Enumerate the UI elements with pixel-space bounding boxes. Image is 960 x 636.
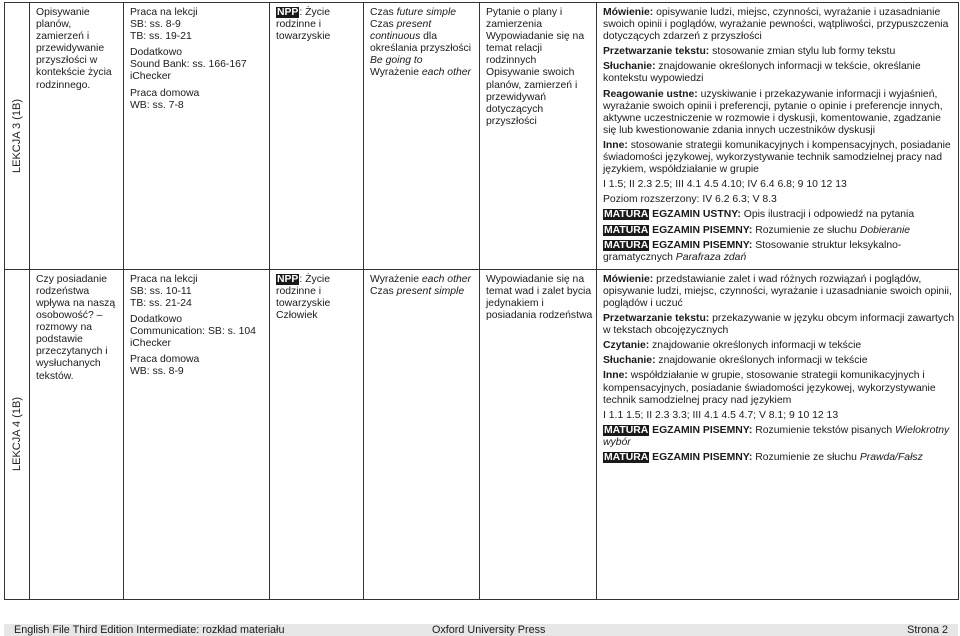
npp-cell: [270, 3, 364, 270]
matura-task: Parafraza zdań: [675, 251, 747, 263]
materials-lesson-item: SB: ss. 8-9: [130, 19, 181, 31]
functions-cell: [480, 269, 597, 599]
matura-item: [603, 225, 955, 237]
skill-text: stosowanie zmian stylu lub formy tekstu: [709, 46, 896, 58]
function-item: Wypowiadanie się na temat relacji rodzinnych: [486, 31, 585, 67]
npp-line: [276, 7, 360, 43]
lesson-row: [5, 3, 959, 270]
grammar-cell: [364, 3, 480, 270]
matura-badge: MATURA: [604, 209, 649, 221]
matura-text: Rozumienie tekstów pisanych: [752, 424, 896, 436]
matura-text: Rozumienie ze słuchu: [752, 452, 860, 463]
footer-page-number: Strona 2: [907, 624, 948, 636]
skill-item: [603, 355, 955, 367]
matura-item: [603, 425, 955, 449]
function-item: Pytanie o plany i zamierzenia: [486, 7, 563, 31]
lesson-topic-cell: [30, 3, 124, 270]
materials-lesson-heading: Praca na lekcji: [130, 273, 198, 285]
skill-label: Inne:: [603, 370, 628, 382]
function-item: Wypowiadanie się na temat wad i zalet bycia jedynakiem i posiadania rodzeństwa: [486, 273, 593, 322]
skill-label: Inne:: [603, 139, 628, 151]
footer-title: English File Third Edition Intermediate: rozkład materiału: [14, 624, 285, 636]
skill-item: [603, 61, 955, 85]
materials-lesson-item: SB: ss. 10-11: [130, 285, 192, 297]
skill-text: przedstawianie zalet i wad różnych rozwiązań i poglądów, opisywanie ludzi, miejsc, czynności, wyrażanie i uzasadnianie swoich opinii, poglądów i uczuć: [603, 273, 952, 309]
skills-cell: [597, 3, 959, 270]
grammar-item: [370, 55, 476, 67]
lesson-label: LEKCJA 4 (1B): [10, 397, 23, 472]
grammar-text: Czas: [370, 285, 397, 297]
npp-badge: NPP: [277, 7, 299, 18]
grammar-term: future simple: [396, 7, 457, 18]
materials-extra-item: iChecker: [130, 338, 171, 350]
lesson-topic: Opisywanie planów, zamierzeń i przewidywanie przyszłości w kontekście życia rodzinnego.: [36, 7, 112, 91]
skill-text: przekazywanie w języku obcym informacji zawartych w tekstach obcojęzycznych: [603, 313, 955, 337]
materials-extra-item: Communication: SB: s. 104: [130, 326, 256, 338]
matura-text: Opis ilustracji i odpowiedź na pytania: [740, 209, 915, 221]
skill-item: [603, 140, 955, 176]
skill-label: Mówienie:: [603, 273, 654, 285]
matura-badge: MATURA: [604, 239, 649, 251]
materials-home-item: WB: ss. 7-8: [130, 99, 184, 111]
lesson-topic-cell: [30, 269, 124, 599]
materials-cell: [124, 3, 270, 270]
matura-label: EGZAMIN PISEMNY:: [649, 224, 753, 236]
lesson-label-cell: [5, 3, 30, 270]
matura-task: Prawda/Fałsz: [859, 452, 923, 463]
npp-badge: NPP: [277, 273, 299, 285]
lesson-label: LEKCJA 3 (1B): [10, 98, 23, 173]
matura-task: Wielokrotny wybór: [603, 424, 950, 448]
footer-publisher: Oxford University Press: [432, 624, 546, 636]
skill-text: znajdowanie określonych informacji w tekście: [649, 340, 862, 352]
grammar-term: each other: [421, 273, 471, 285]
materials-lesson-item: TB: ss. 19-21: [130, 31, 192, 43]
npp-text: : Życie rodzinne i towarzyskie: [276, 273, 331, 309]
materials-lesson-heading: Praca na lekcji: [130, 7, 198, 18]
materials-extra-heading: Dodatkowo: [130, 314, 182, 326]
grammar-item: [370, 7, 476, 19]
grammar-text: Czas: [370, 7, 397, 18]
page-footer: [4, 624, 958, 636]
matura-badge: MATURA: [604, 224, 649, 236]
grammar-item: [370, 67, 476, 79]
skill-item: [603, 370, 955, 406]
curriculum-codes: I 1.5; II 2.3 2.5; III 4.1 4.5 4.10; IV 6.4 6.8; 9 10 12 13: [603, 179, 847, 191]
grammar-text: Wyrażenie: [370, 273, 422, 285]
skill-item: [603, 313, 955, 337]
skill-item: [603, 274, 955, 310]
lesson-plan-table: [4, 2, 959, 600]
matura-label: EGZAMIN PISEMNY:: [649, 452, 753, 463]
lesson-label-cell: [5, 269, 30, 599]
matura-item: [603, 209, 955, 221]
grammar-term: present simple: [396, 285, 465, 297]
materials-lesson-item: TB: ss. 21-24: [130, 297, 192, 309]
materials-extra-heading: Dodatkowo: [130, 47, 182, 59]
skill-text: współdziałanie w grupie, stosowanie strategii komunikacyjnych i kompensacyjnych, posiadanie świadomości językowej, wykorzystywanie technik samodzielnej pracy nad językiem: [603, 370, 936, 406]
grammar-item: [370, 286, 476, 298]
matura-item: [603, 452, 955, 464]
lesson-row: [5, 269, 959, 599]
materials-cell: [124, 269, 270, 599]
skill-label: Czytanie:: [603, 340, 650, 352]
skill-text: uzyskiwanie i przekazywanie informacji i wyjaśnień, wyrażanie swoich opinii i preferencji, pytanie o opinie i preferencje innych, aktywne uczestniczenie w rozmowie i dyskusji, komentowanie, zgadzanie się lub kwestionowanie zdania innych uczestników dyskusji: [603, 88, 943, 136]
skill-item: [603, 46, 955, 58]
matura-text: Stosowanie struktur leksykalno-gramatycznych: [603, 239, 902, 263]
matura-text: Rozumienie ze słuchu: [752, 224, 860, 236]
grammar-term: present continuous: [370, 19, 432, 43]
materials-home-heading: Praca domowa: [130, 354, 200, 366]
matura-label: EGZAMIN USTNY:: [649, 209, 741, 221]
npp-line: [276, 274, 360, 310]
grammar-term: Be going to: [370, 55, 423, 67]
matura-label: EGZAMIN PISEMNY:: [649, 424, 753, 436]
skill-label: Słuchanie:: [603, 61, 656, 73]
materials-extra-item: Sound Bank: ss. 166-167: [130, 59, 247, 71]
grammar-text: Czas: [370, 19, 397, 31]
materials-home-item: WB: ss. 8-9: [130, 366, 184, 378]
grammar-item: [370, 19, 476, 55]
skills-cell: [597, 269, 959, 599]
function-item: Opisywanie swoich planów, zamierzeń i przewidywań dotyczących przyszłości: [486, 67, 578, 127]
skill-label: Przetwarzanie tekstu:: [603, 313, 710, 325]
skill-item: [603, 340, 955, 352]
skill-label: Mówienie:: [603, 7, 654, 18]
skill-item: [603, 89, 955, 137]
skill-item: [603, 7, 955, 43]
grammar-text: Wyrażenie: [370, 67, 422, 79]
advanced-level: Poziom rozszerzony: IV 6.2 6.3; V 8.3: [603, 194, 777, 206]
npp-text: : Życie rodzinne i towarzyskie: [276, 7, 331, 43]
lesson-topic: Czy posiadanie rodzeństwa wpływa na naszą osobowość? – rozmowy na podstawie przeczytanych i wysłuchanych tekstów.: [36, 273, 116, 382]
materials-home-heading: Praca domowa: [130, 87, 200, 99]
materials-extra-item: iChecker: [130, 71, 171, 83]
matura-item: [603, 240, 955, 264]
grammar-rest: dla określania przyszłości: [370, 31, 472, 55]
grammar-item: [370, 274, 476, 286]
skill-text: znajdowanie określonych informacji w tekście: [655, 355, 868, 367]
matura-task: Dobieranie: [859, 224, 911, 236]
skill-text: stosowanie strategii komunikacyjnych i kompensacyjnych, posiadanie świadomości językowej, wykorzystywanie technik samodzielnej pracy nad językiem, współdziałanie w grupie: [603, 139, 951, 176]
matura-badge: MATURA: [604, 424, 649, 436]
skill-label: Przetwarzanie tekstu:: [603, 46, 710, 58]
curriculum-codes: I 1.1 1.5; II 2.3 3.3; III 4.1 4.5 4.7; V 8.1; 9 10 12 13: [603, 409, 839, 421]
skill-label: Słuchanie:: [603, 355, 656, 367]
matura-badge: MATURA: [604, 452, 649, 463]
skill-text: opisywanie ludzi, miejsc, czynności, wyrażanie i uzasadnianie swoich opinii i poglądów, wyrażanie pewności, wątpliwości, przypuszczenia dotyczących zdarzeń z przyszłości: [603, 7, 949, 43]
matura-label: EGZAMIN PISEMNY:: [649, 239, 753, 251]
npp-cell: [270, 269, 364, 599]
npp-extra: Człowiek: [276, 310, 318, 322]
functions-cell: [480, 3, 597, 270]
grammar-term: each other: [421, 67, 471, 79]
skill-text: znajdowanie określonych informacji w tekście, określanie kontekstu wypowiedzi: [603, 61, 921, 85]
grammar-cell: [364, 269, 480, 599]
skill-label: Reagowanie ustne:: [603, 88, 698, 100]
